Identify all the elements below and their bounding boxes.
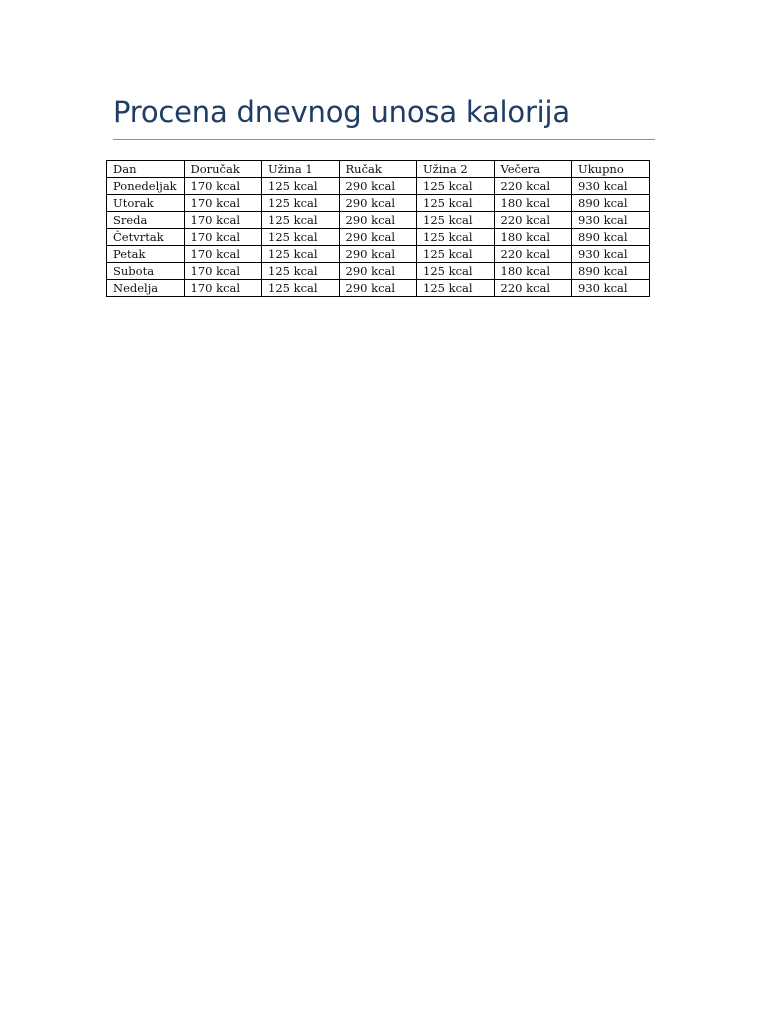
table-row: [107, 280, 650, 297]
table-cell: 180 kcal: [494, 229, 572, 246]
table-cell: 125 kcal: [262, 246, 340, 263]
table-cell: 170 kcal: [184, 229, 262, 246]
table-cell: 290 kcal: [339, 246, 417, 263]
calorie-table: [106, 160, 650, 297]
table-cell: 170 kcal: [184, 280, 262, 297]
table-cell: 170 kcal: [184, 212, 262, 229]
table-cell: 125 kcal: [262, 263, 340, 280]
table-cell-total: 930 kcal: [572, 280, 650, 297]
table-cell-day: Petak: [107, 246, 185, 263]
table-cell-total: 930 kcal: [572, 212, 650, 229]
header-cell-dorucak: Doručak: [184, 161, 262, 178]
table-cell: 125 kcal: [262, 178, 340, 195]
table-row: [107, 178, 650, 195]
table-cell: 125 kcal: [417, 280, 495, 297]
table-cell: 220 kcal: [494, 212, 572, 229]
header-cell-uzina-2: Užina 2: [417, 161, 495, 178]
table-row: [107, 195, 650, 212]
table-cell: 290 kcal: [339, 212, 417, 229]
header-cell-ukupno: Ukupno: [572, 161, 650, 178]
header-cell-rucak: Ručak: [339, 161, 417, 178]
title-underline: [113, 139, 655, 140]
table-cell: 220 kcal: [494, 280, 572, 297]
table-cell: 125 kcal: [262, 212, 340, 229]
table-cell-day: Utorak: [107, 195, 185, 212]
table-cell: 125 kcal: [262, 229, 340, 246]
table-row: [107, 212, 650, 229]
table-cell-day: Ponedeljak: [107, 178, 185, 195]
table-cell-total: 890 kcal: [572, 263, 650, 280]
table-cell-total: 930 kcal: [572, 178, 650, 195]
table-cell-day: Subota: [107, 263, 185, 280]
table-cell: 220 kcal: [494, 246, 572, 263]
table-header-row: [107, 161, 650, 178]
table-cell: 170 kcal: [184, 195, 262, 212]
table-cell: 125 kcal: [262, 280, 340, 297]
table-cell-total: 890 kcal: [572, 195, 650, 212]
table-cell: 125 kcal: [417, 246, 495, 263]
table-cell: 290 kcal: [339, 229, 417, 246]
table-cell: 125 kcal: [417, 195, 495, 212]
table-cell: 220 kcal: [494, 178, 572, 195]
table-cell: 125 kcal: [417, 212, 495, 229]
table-cell: 125 kcal: [417, 229, 495, 246]
header-cell-dan: Dan: [107, 161, 185, 178]
table-cell-total: 890 kcal: [572, 229, 650, 246]
table-cell: 125 kcal: [417, 263, 495, 280]
table-row: [107, 246, 650, 263]
table-cell: 170 kcal: [184, 263, 262, 280]
header-cell-vecera: Večera: [494, 161, 572, 178]
table-cell: 180 kcal: [494, 195, 572, 212]
table-cell-day: Četvrtak: [107, 229, 185, 246]
table-cell: 180 kcal: [494, 263, 572, 280]
table-cell-day: Nedelja: [107, 280, 185, 297]
table-cell-day: Sreda: [107, 212, 185, 229]
document-title: Procena dnevnog unosa kalorija: [113, 95, 570, 129]
header-cell-uzina-1: Užina 1: [262, 161, 340, 178]
table-row: [107, 263, 650, 280]
table-cell: 170 kcal: [184, 178, 262, 195]
table-cell: 290 kcal: [339, 280, 417, 297]
table-cell: 290 kcal: [339, 263, 417, 280]
table-cell: 290 kcal: [339, 195, 417, 212]
table-row: [107, 229, 650, 246]
table-cell-total: 930 kcal: [572, 246, 650, 263]
table-cell: 290 kcal: [339, 178, 417, 195]
table-cell: 170 kcal: [184, 246, 262, 263]
table-cell: 125 kcal: [417, 178, 495, 195]
table-cell: 125 kcal: [262, 195, 340, 212]
